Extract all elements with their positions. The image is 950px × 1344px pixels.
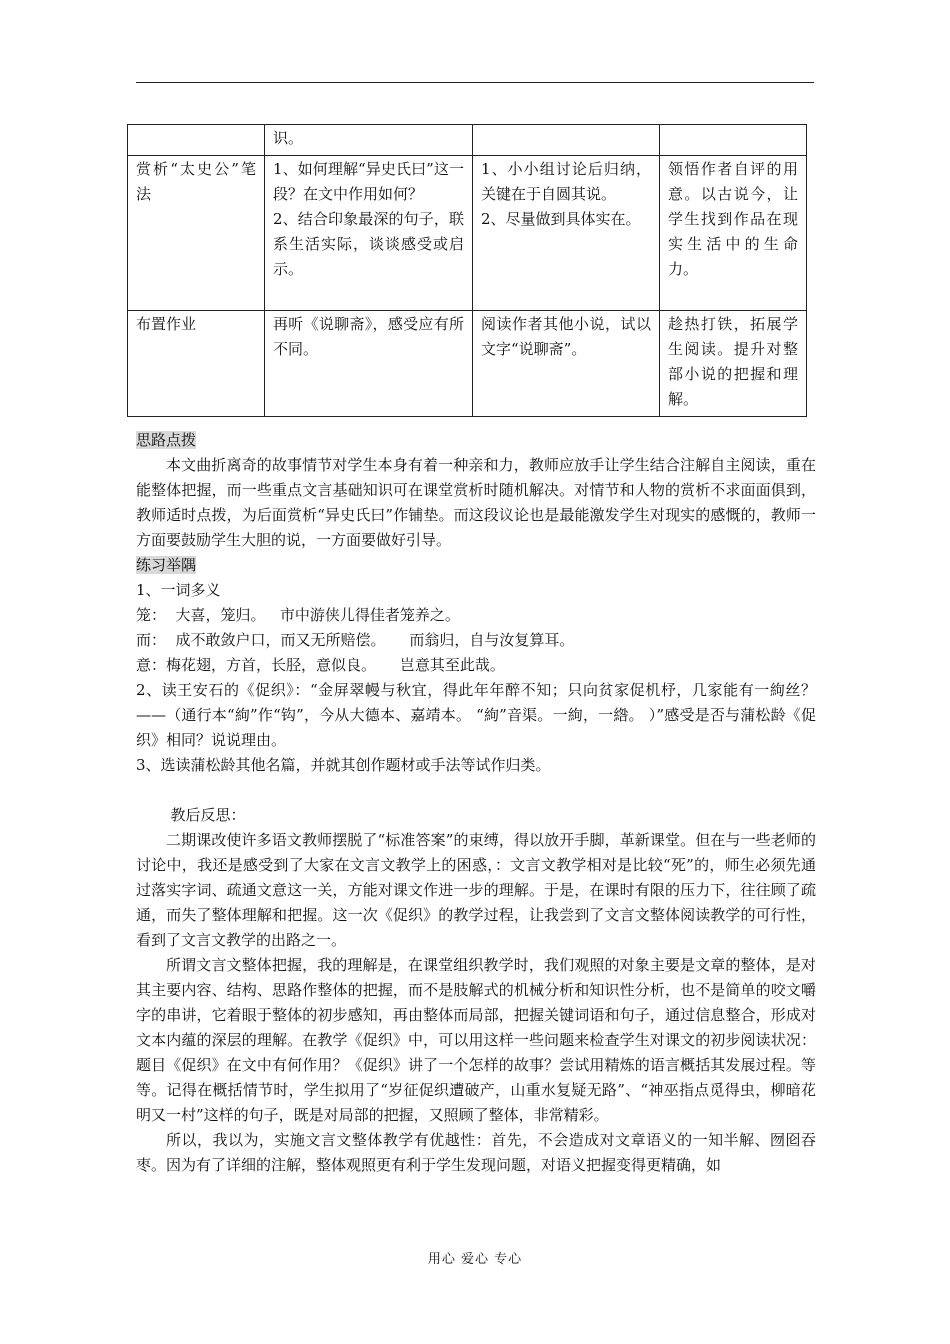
table-cell-teacher-activity: 1、如何理解“异史氏曰”这一段？在文中作用如何？ 2、结合印象最深的句子，联系生活实际，谈谈感受或启示。 — [265, 156, 473, 311]
reflection-body — [136, 828, 816, 1178]
table-cell-teacher-activity: 识。 — [265, 125, 473, 156]
table-row — [128, 156, 807, 311]
lianxi-item-3: 3、选读蒲松龄其他名篇，并就其创作题材或手法等试作归类。 — [136, 756, 551, 774]
table-cell-stage: 赏析“太史公”笔法 — [128, 156, 265, 311]
table-row — [128, 311, 807, 417]
lianxi-yi: 意：梅花翅，方首，长胫，意似良。 岂意其至此哉。 — [136, 656, 505, 674]
lianxi-long: 笼： 大喜，笼归。 市中游侠儿得佳者笼养之。 — [136, 606, 460, 624]
lianxi-item-2: 2、读王安石的《促织》：“金屏翠幔与秋宜，得此年年醉不知；只向贫家促机杼，几家能有一絇丝？——（通行本“絇”作“钩”，今从大德本、嘉靖本。 “絇”音渠。一絇，一綹。 ）”感受是否与蒲松龄《促织》相同？说说理由。 — [136, 681, 816, 749]
silu-heading: 思路点拨 — [136, 431, 197, 449]
lianxi-er: 而： 成不敢敛户口，而又无所赔偿。 而翁归，自与汝复算耳。 — [136, 631, 575, 649]
page-footer: 用心 爱心 专心 — [427, 1252, 523, 1267]
lesson-plan-table — [127, 124, 807, 417]
header-rule — [136, 82, 814, 83]
reflection-heading: 教后反思： — [170, 806, 246, 824]
table-cell-teacher-activity: 再听《说聊斋》，感受应有所不同。 — [265, 311, 473, 417]
table-cell-stage — [128, 125, 265, 156]
reflection-paragraph-1: 二期课改使许多语文教师摆脱了“标准答案”的束缚，得以放开手脚，革新课堂。但在与一些老师的讨论中，我还是感受到了大家在文言文教学上的困惑，：文言文教学相对是比较“死”的，师生必须先通过落实字词、疏通文意这一关，方能对课文作进一步的理解。于是，在课时有限的压力下，往往顾了疏通，而失了整体理解和把握。这一次《促织》的教学过程，让我尝到了文言文整体阅读教学的可行性，看到了文言文教学的出路之一。 — [136, 831, 816, 949]
lianxi-item-1: 1、一词多义 — [136, 581, 221, 599]
table-cell-stage: 布置作业 — [128, 311, 265, 417]
table-cell-design-intent: 趁热打铁，拓展学生阅读。提升对整部小说的把握和理解。 — [660, 311, 807, 417]
reflection-paragraph-3: 所以，我以为，实施文言文整体教学有优越性：首先，不会造成对文章语义的一知半解、囫囵吞枣。因为有了详细的注解，整体观照更有利于学生发现问题，对语义把握变得更精确，如 — [136, 1131, 816, 1174]
table-cell-student-activity: 1、小小组讨论后归纳，关键在于自圆其说。 2、尽量做到具体实在。 — [473, 156, 660, 311]
table-cell-design-intent: 领悟作者自评的用意。以古说今，让学生找到作品在现实生活中的生命力。 — [660, 156, 807, 311]
silu-paragraph: 本文曲折离奇的故事情节对学生本身有着一种亲和力，教师应放手让学生结合注解自主阅读，重在能整体把握，而一些重点文言基础知识可在课堂赏析时随机解决。对情节和人物的赏析不求面面俱到，教师适时点拨，为后面赏析“异史氏曰”作铺垫。而这段议论也是最能激发学生对现实的感慨的，教师一方面要鼓励学生大胆的说，一方面要做好引导。 — [136, 456, 816, 549]
table-cell-design-intent — [660, 125, 807, 156]
table-cell-student-activity — [473, 125, 660, 156]
lianxi-heading: 练习举隅 — [136, 556, 197, 574]
reflection-paragraph-2: 所谓文言文整体把握，我的理解是，在课堂组织教学时，我们观照的对象主要是文章的整体，是对其主要内容、结构、思路作整体的把握，而不是肢解式的机械分析和知识性分析，也不是简单的咬文嚼字的串讲，它着眼于整体的初步感知，再由整体而局部，把握关键词语和句子，通过信息整合，形成对文本内蕴的深层的理解。在教学《促织》中，可以用这样一些问题来检查学生对课文的初步阅读状况：题目《促织》在文中有何作用？《促织》讲了一个怎样的故事？尝试用精炼的语言概括其发展过程。等等。记得在概括情节时，学生拟用了“岁征促织遭破产，山重水复疑无路”、“神巫指点觅得虫，柳暗花明又一村”这样的句子，既是对局部的把握，又照顾了整体，非常精彩。 — [136, 956, 816, 1124]
table-row — [128, 125, 807, 156]
table-cell-student-activity: 阅读作者其他小说，试以文字“说聊斋”。 — [473, 311, 660, 417]
